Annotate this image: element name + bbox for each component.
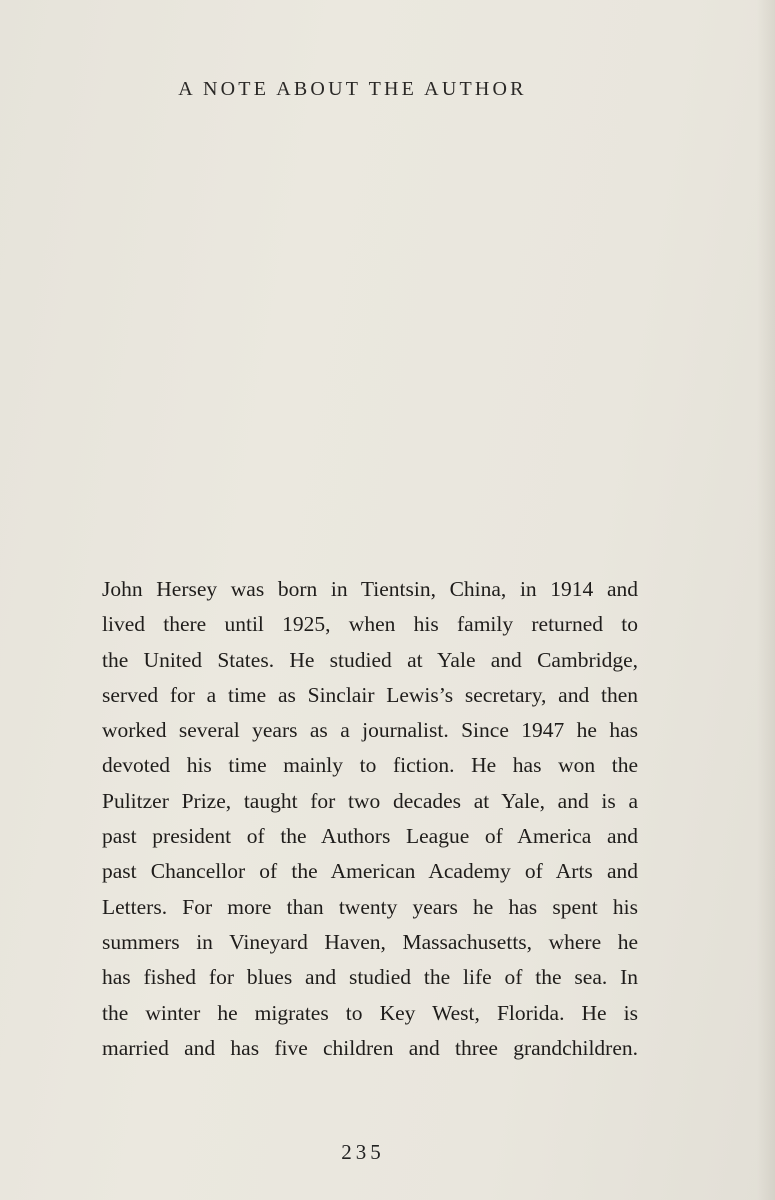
text-line: Letters. For more than twenty years he has spent his (102, 894, 638, 919)
text-line: past president of the Authors League of America and (102, 824, 638, 849)
author-bio-paragraph (102, 572, 638, 1066)
text-line: summers in Vineyard Haven, Massachusetts, where he (102, 929, 638, 954)
text-line: the winter he migrates to Key West, Florida. He is (102, 1000, 638, 1025)
text-line: Pulitzer Prize, taught for two decades at Yale, and is a (102, 788, 638, 813)
page-number: 235 (341, 1140, 385, 1164)
text-line: worked several years as a journalist. Since 1947 he has (102, 718, 638, 743)
text-line: devoted his time mainly to fiction. He has won the (102, 753, 638, 778)
text-line: lived there until 1925, when his family returned to (102, 612, 638, 637)
text-line: the United States. He studied at Yale and Cambridge, (102, 647, 638, 672)
text-line: past Chancellor of the American Academy of Arts and (102, 859, 638, 884)
text-line: married and has five children and three grandchildren. (102, 1035, 638, 1060)
section-heading: A NOTE ABOUT THE AUTHOR (178, 78, 527, 100)
text-line: served for a time as Sinclair Lewis’s secretary, and then (102, 682, 638, 707)
text-line: John Hersey was born in Tientsin, China, in 1914 and (102, 577, 638, 601)
text-line: has fished for blues and studied the life of the sea. In (102, 965, 638, 990)
page-edge-shadow (757, 0, 775, 1200)
